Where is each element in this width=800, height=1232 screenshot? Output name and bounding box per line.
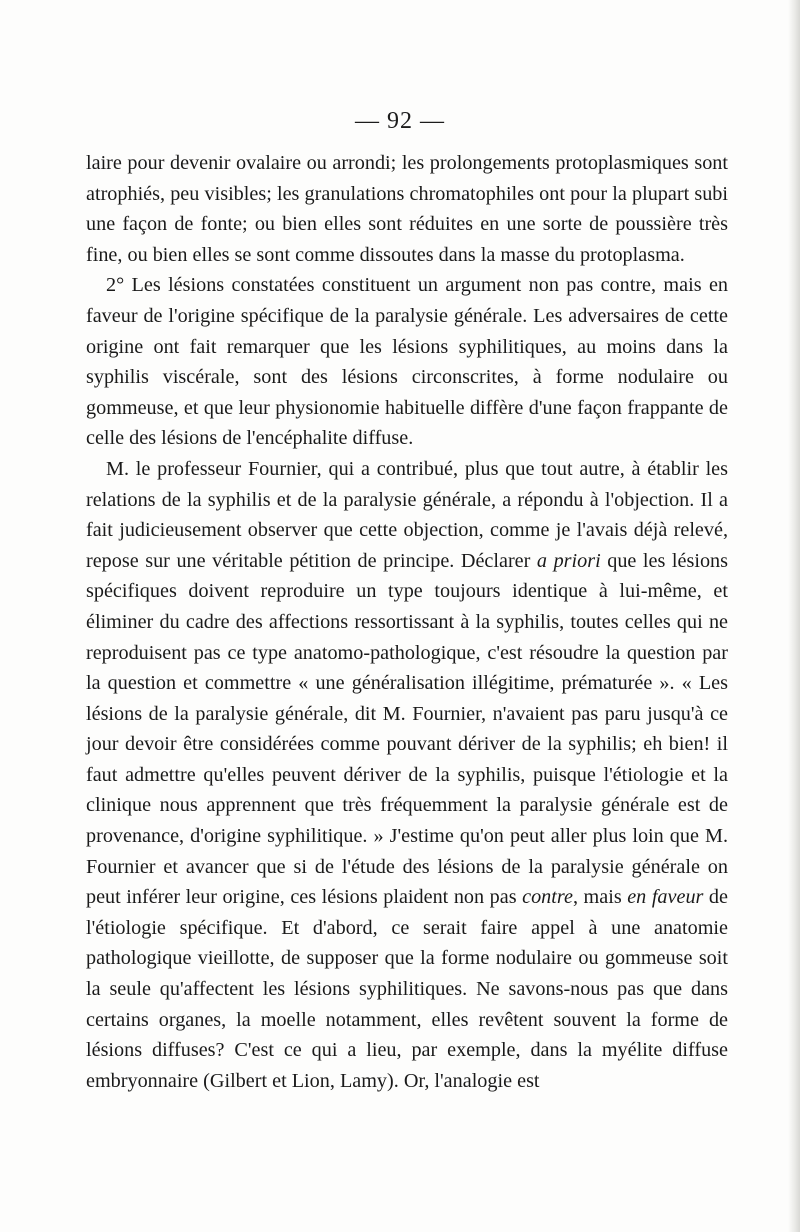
- page-edge-shadow: [788, 0, 800, 1232]
- body-text: [86, 148, 728, 1096]
- italic-text-en-faveur: en faveur: [627, 886, 704, 909]
- text-segment: , mais: [572, 886, 628, 909]
- paragraph-argument: [86, 270, 728, 454]
- paragraph-fournier: [86, 454, 728, 1096]
- text-segment: laire pour devenir ovalaire ou arrondi; les prolongements protoplasmiques sont atrophiés, peu visibles; les granulations chromatophiles ont pour la plupart subi une façon de fonte; ou bien elles sont réduites en une sorte de poussière très fine, ou bien elles se sont comme dissoutes dans la masse du protoplasma.: [86, 152, 728, 266]
- text-segment: de l'étiologie spécifique. Et d'abord, ce serait faire appel à une anatomie pathologique vieillotte, de supposer que la forme nodulaire ou gommeuse soit la seule qu'affectent les lésions syphilitiques. Ne savons-nous pas que dans certains organes, la moelle notamment, elles revêtent souvent la forme de lésions diffuses? C'est ce qui a lieu, par exemple, dans la myélite diffuse embryonnaire (Gilbert et Lion, Lamy). Or, l'analogie est: [86, 886, 728, 1092]
- italic-text-contre: contre: [522, 886, 573, 909]
- italic-text-a-priori: a priori: [536, 549, 601, 572]
- text-segment: que les lésions spécifiques doivent reproduire un type toujours identique à lui-même, et éliminer du cadre des affections ressortissant à la syphilis, toutes celles qui ne reproduisent pas ce type anatomo-pathologique, c'est résoudre la question par la question et commettre « une généralisation illégitime, prématurée ». « Les lésions de la paralysie générale, dit M. Fournier, n'avaient pas paru jusqu'à ce jour devoir être considérées comme pouvant dériver de la syphilis; eh bien! il faut admettre qu'elles peuvent dériver de la syphilis, puisque l'étiologie et la clinique nous apprennent que très fréquemment la paralysie générale est de provenance, d'origine syphilitique. » J'estime qu'on peut aller plus loin que M. Fournier et avancer que si de l'étude des lésions de la paralysie générale on peut inférer leur origine, ces lésions plaident non pas: [86, 549, 728, 909]
- text-segment: 2° Les lésions constatées constituent un argument non pas contre, mais en faveur de l'origine spécifique de la paralysie générale. Les adversaires de cette origine ont fait remarquer que les lésions syphilitiques, au moins dans la syphilis viscérale, sont des lésions circonscrites, à forme nodulaire ou gommeuse, et que leur physionomie habituelle diffère d'une façon frappante de celle des lésions de l'encéphalite diffuse.: [86, 274, 728, 450]
- page-number: — 92 —: [355, 108, 445, 134]
- text-segment: M. le professeur Fournier, qui a contribué, plus que tout autre, à établir les relations de la syphilis et de la paralysie générale, a répondu à l'objection. Il a fait judicieusement observer que cette objection, comme je l'avais déjà relevé, repose sur une véritable pétition de principe. Déclarer: [86, 457, 728, 572]
- paragraph-continued: [86, 148, 728, 270]
